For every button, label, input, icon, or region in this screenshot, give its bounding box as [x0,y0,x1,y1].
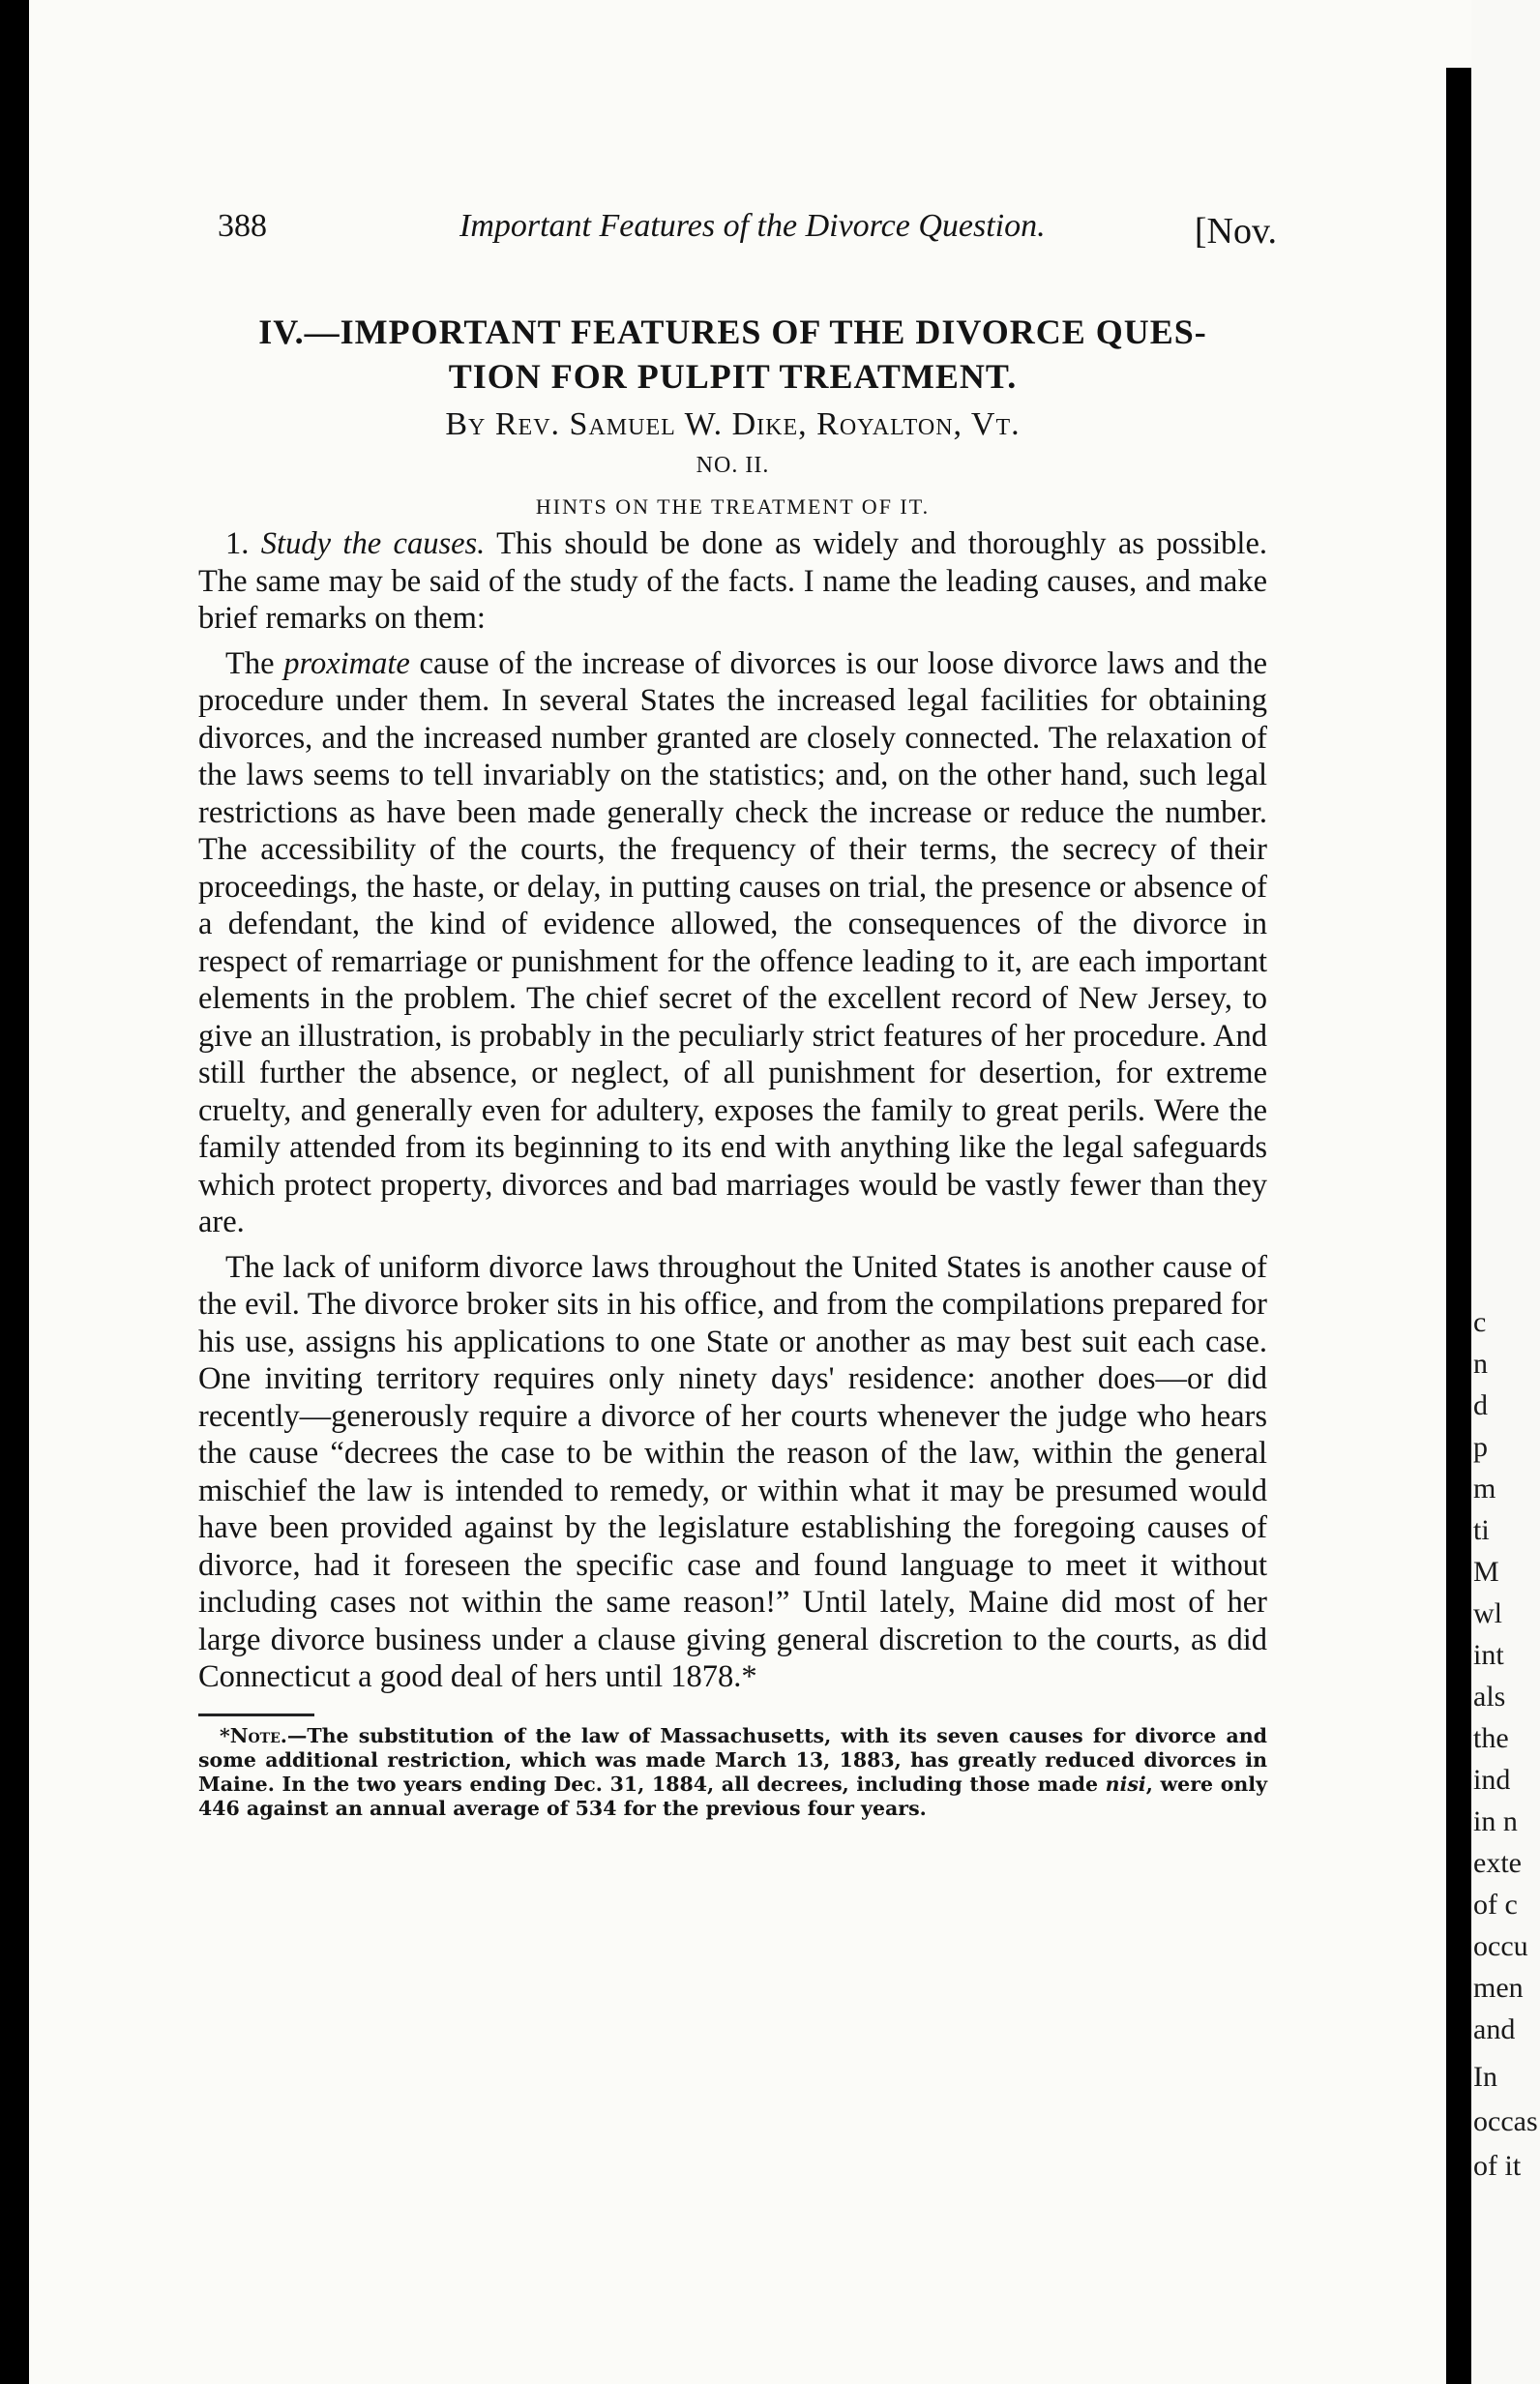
paragraph-text: cause of the increase of divorces is our loose divorce laws and the procedure under them. In several States the increased legal facilities for obtaining divorces, and the increased number granted are closely connected. The relaxation of the laws seems to tell invariably on the statistics; and, on the other hand, such legal restrictions as have been made generally check the increase or reduce the number. The accessibility of the courts, the frequency of their terms, the secrecy of their proceedings, the haste, or delay, in putting causes on trial, the presence or absence of a defendant, the kind of evidence allowed, the consequences of the divorce in respect of remarriage or punishment for the offence leading to it, are each important elements in the problem. The chief secret of the excellent record of New Jersey, to give an illustration, is probably in the peculiarly strict features of her procedure. And still further the absence, or neglect, of all punishment for desertion, for extreme cruelty, and generally even for adultery, exposes the family to great perils. Were the family attended from its beginning to its end with anything like the legal safeguards which protect property, divorces and bad marriages would be vastly fewer than they are. [198,645,1267,1239]
adjacent-page-fragment: the [1473,1722,1509,1754]
page-gutter [1446,68,1471,2384]
adjacent-page-fragment: occas [1473,2105,1538,2137]
running-title: Important Features of the Divorce Question. [459,208,1046,244]
paragraph-lead: The [225,645,284,681]
footnote-rule [198,1714,314,1716]
footnote-label: *Note. [220,1723,287,1747]
footnote-text-b: , were only 446 against an annual average of 534 for the previous four years. [198,1772,1267,1820]
adjacent-page-fragment: men [1473,1972,1524,2004]
running-head [189,198,1277,256]
italic-lead: Study the causes. [260,526,486,561]
issue-month: [Nov. [1194,211,1277,252]
adjacent-page-fragment: d [1473,1389,1488,1421]
part-number: NO. II. [696,453,770,478]
adjacent-page-fragment: exte [1473,1847,1522,1879]
article-title-line-2: TION FOR PULPIT TREATMENT. [448,357,1018,396]
adjacent-page-fragment: In [1473,2061,1497,2093]
footnote-text-a: —The substitution of the law of Massachusetts, with its seven causes for divorce and some additional restriction, which was made March 13, 1883, has greatly reduced divorces in Maine. In the two years ending Dec. 31, 1884, all decrees, including those made [198,1723,1267,1796]
adjacent-page-fragment: int [1473,1639,1504,1671]
adjacent-page-fragment: wl [1473,1597,1502,1629]
paragraph-text: This should be done as widely and thoroughly as possible. The same may be said of the study of the facts. I name the leading causes, and make brief remarks on them: [198,526,1268,636]
byline: By Rev. Samuel W. Dike, Royalton, Vt. [445,406,1021,442]
adjacent-page-fragment: m [1473,1473,1496,1505]
adjacent-page-fragment: occu [1473,1930,1528,1962]
page-number: 388 [218,208,267,244]
adjacent-page-edge [1471,0,1540,2384]
adjacent-page-fragment: of c [1473,1889,1518,1921]
footnote-text [198,1724,1267,1821]
section-subheading: HINTS ON THE TREATMENT OF IT. [535,494,931,519]
adjacent-page-fragment: M [1473,1556,1499,1588]
adjacent-page-fragment: and [1473,2013,1516,2045]
adjacent-page-fragment: n [1473,1348,1488,1380]
adjacent-page-fragment: ti [1473,1514,1490,1546]
adjacent-page-fragment: c [1473,1306,1487,1338]
paragraph-causes [198,525,1267,638]
footnote [198,1724,1267,1821]
italic-term: proximate [283,645,410,681]
paragraph-proximate-cause [198,645,1267,1241]
article-title-line-1: IV.—IMPORTANT FEATURES OF THE DIVORCE QUES- [258,313,1207,351]
article-body [198,525,1267,1696]
adjacent-page-fragment: p [1473,1431,1488,1463]
adjacent-page-fragment: in n [1473,1805,1518,1837]
article [198,310,1267,1821]
paragraph-uniform-laws: The lack of uniform divorce laws throughout the United States is another cause of the evil. The divorce broker sits in his office, and from the compilations prepared for his use, assigns his applications to one State or another as may best suit each case. One inviting territory requires only ninety days' residence: another does—or did recently—generously require a divorce of her courts whenever the judge who hears the cause “decrees the case to be within the reason of the law, within the general mischief the law is intended to remedy, or within what it may be presumed would have been provided against by the legislature establishing the foregoing causes of divorce, had it foreseen the specific case and found language to meet it without including cases not within the same reason!” Until lately, Maine did most of her large divorce business under a clause giving general discretion to the courts, as did Connecticut a good deal of hers until 1878.* [198,1249,1267,1694]
adjacent-page-fragment: als [1473,1681,1506,1713]
list-number: 1. [225,526,261,561]
footnote-italic: nisi [1105,1772,1146,1796]
adjacent-page-fragment: ind [1473,1764,1511,1796]
adjacent-page-fragment: of it [1473,2150,1522,2182]
